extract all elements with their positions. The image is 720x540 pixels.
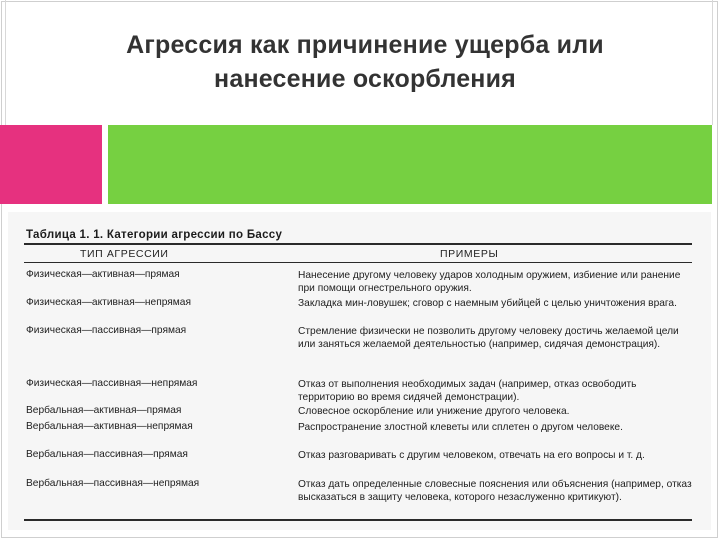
table-row-6-example: Распространение злостной клеветы или сплетен о другом человеке.	[298, 422, 623, 433]
table-row-7-type: Вербальная—пассивная—прямая	[26, 449, 188, 460]
table-row-7-example: Отказ разговаривать с другим человеком, отвечать на его вопросы и т. д.	[298, 450, 645, 461]
column-header-examples: ПРИМЕРЫ	[440, 248, 499, 260]
table-row-5-type: Вербальная—активная—прямая	[26, 405, 182, 416]
table-row-2-type: Физическая—активная—непрямая	[26, 297, 191, 308]
table-row-8-type: Вербальная—пассивная—непрямая	[26, 478, 200, 489]
table-row-3-example: Стремление физически не позволить другому человеку достичь желаемой цели или заняться желаемой деятельностью (например, сидячая демонстрация).	[298, 326, 679, 351]
slide-title	[60, 28, 670, 96]
table-caption: Таблица 1. 1. Категории агрессии по Бассу	[26, 229, 283, 241]
frame-guide-left	[5, 0, 6, 125]
pink-accent-band	[0, 125, 102, 204]
table-header-rule	[24, 262, 692, 263]
table-row-1-type: Физическая—активная—прямая	[26, 269, 180, 280]
slide-title-line-1: Агрессия как причинение ущерба или	[126, 31, 604, 59]
table-row-8-example: Отказ дать определенные словесные пояснения или объяснения (например, отказ высказаться в защиту человека, которого незаслуженно критикуют).	[298, 479, 692, 504]
table-row-4-type: Физическая—пассивная—непрямая	[26, 378, 198, 389]
table-row-6-type: Вербальная—активная—непрямая	[26, 421, 193, 432]
green-accent-band	[108, 125, 712, 204]
table-row-2-example: Закладка мин-ловушек; сговор с наемным убийцей с целью уничтожения врага.	[298, 298, 677, 309]
table-row-4-example: Отказ от выполнения необходимых задач (например, отказ освободить территорию во время сидячей демонстрации).	[298, 379, 637, 404]
slide-title-line-2: нанесение оскорбления	[214, 65, 516, 93]
table-top-rule	[24, 243, 692, 245]
table-bottom-rule	[24, 519, 692, 521]
column-header-type: ТИП АГРЕССИИ	[80, 248, 169, 260]
table-row-5-example: Словесное оскорбление или унижение другого человека.	[298, 406, 570, 417]
frame-guide-right	[712, 0, 713, 125]
table-row-1-example: Нанесение другому человеку ударов холодным оружием, избиение или ранение при помощи огнестрельного оружия.	[298, 270, 681, 295]
table-row-3-type: Физическая—пассивная—прямая	[26, 325, 187, 336]
